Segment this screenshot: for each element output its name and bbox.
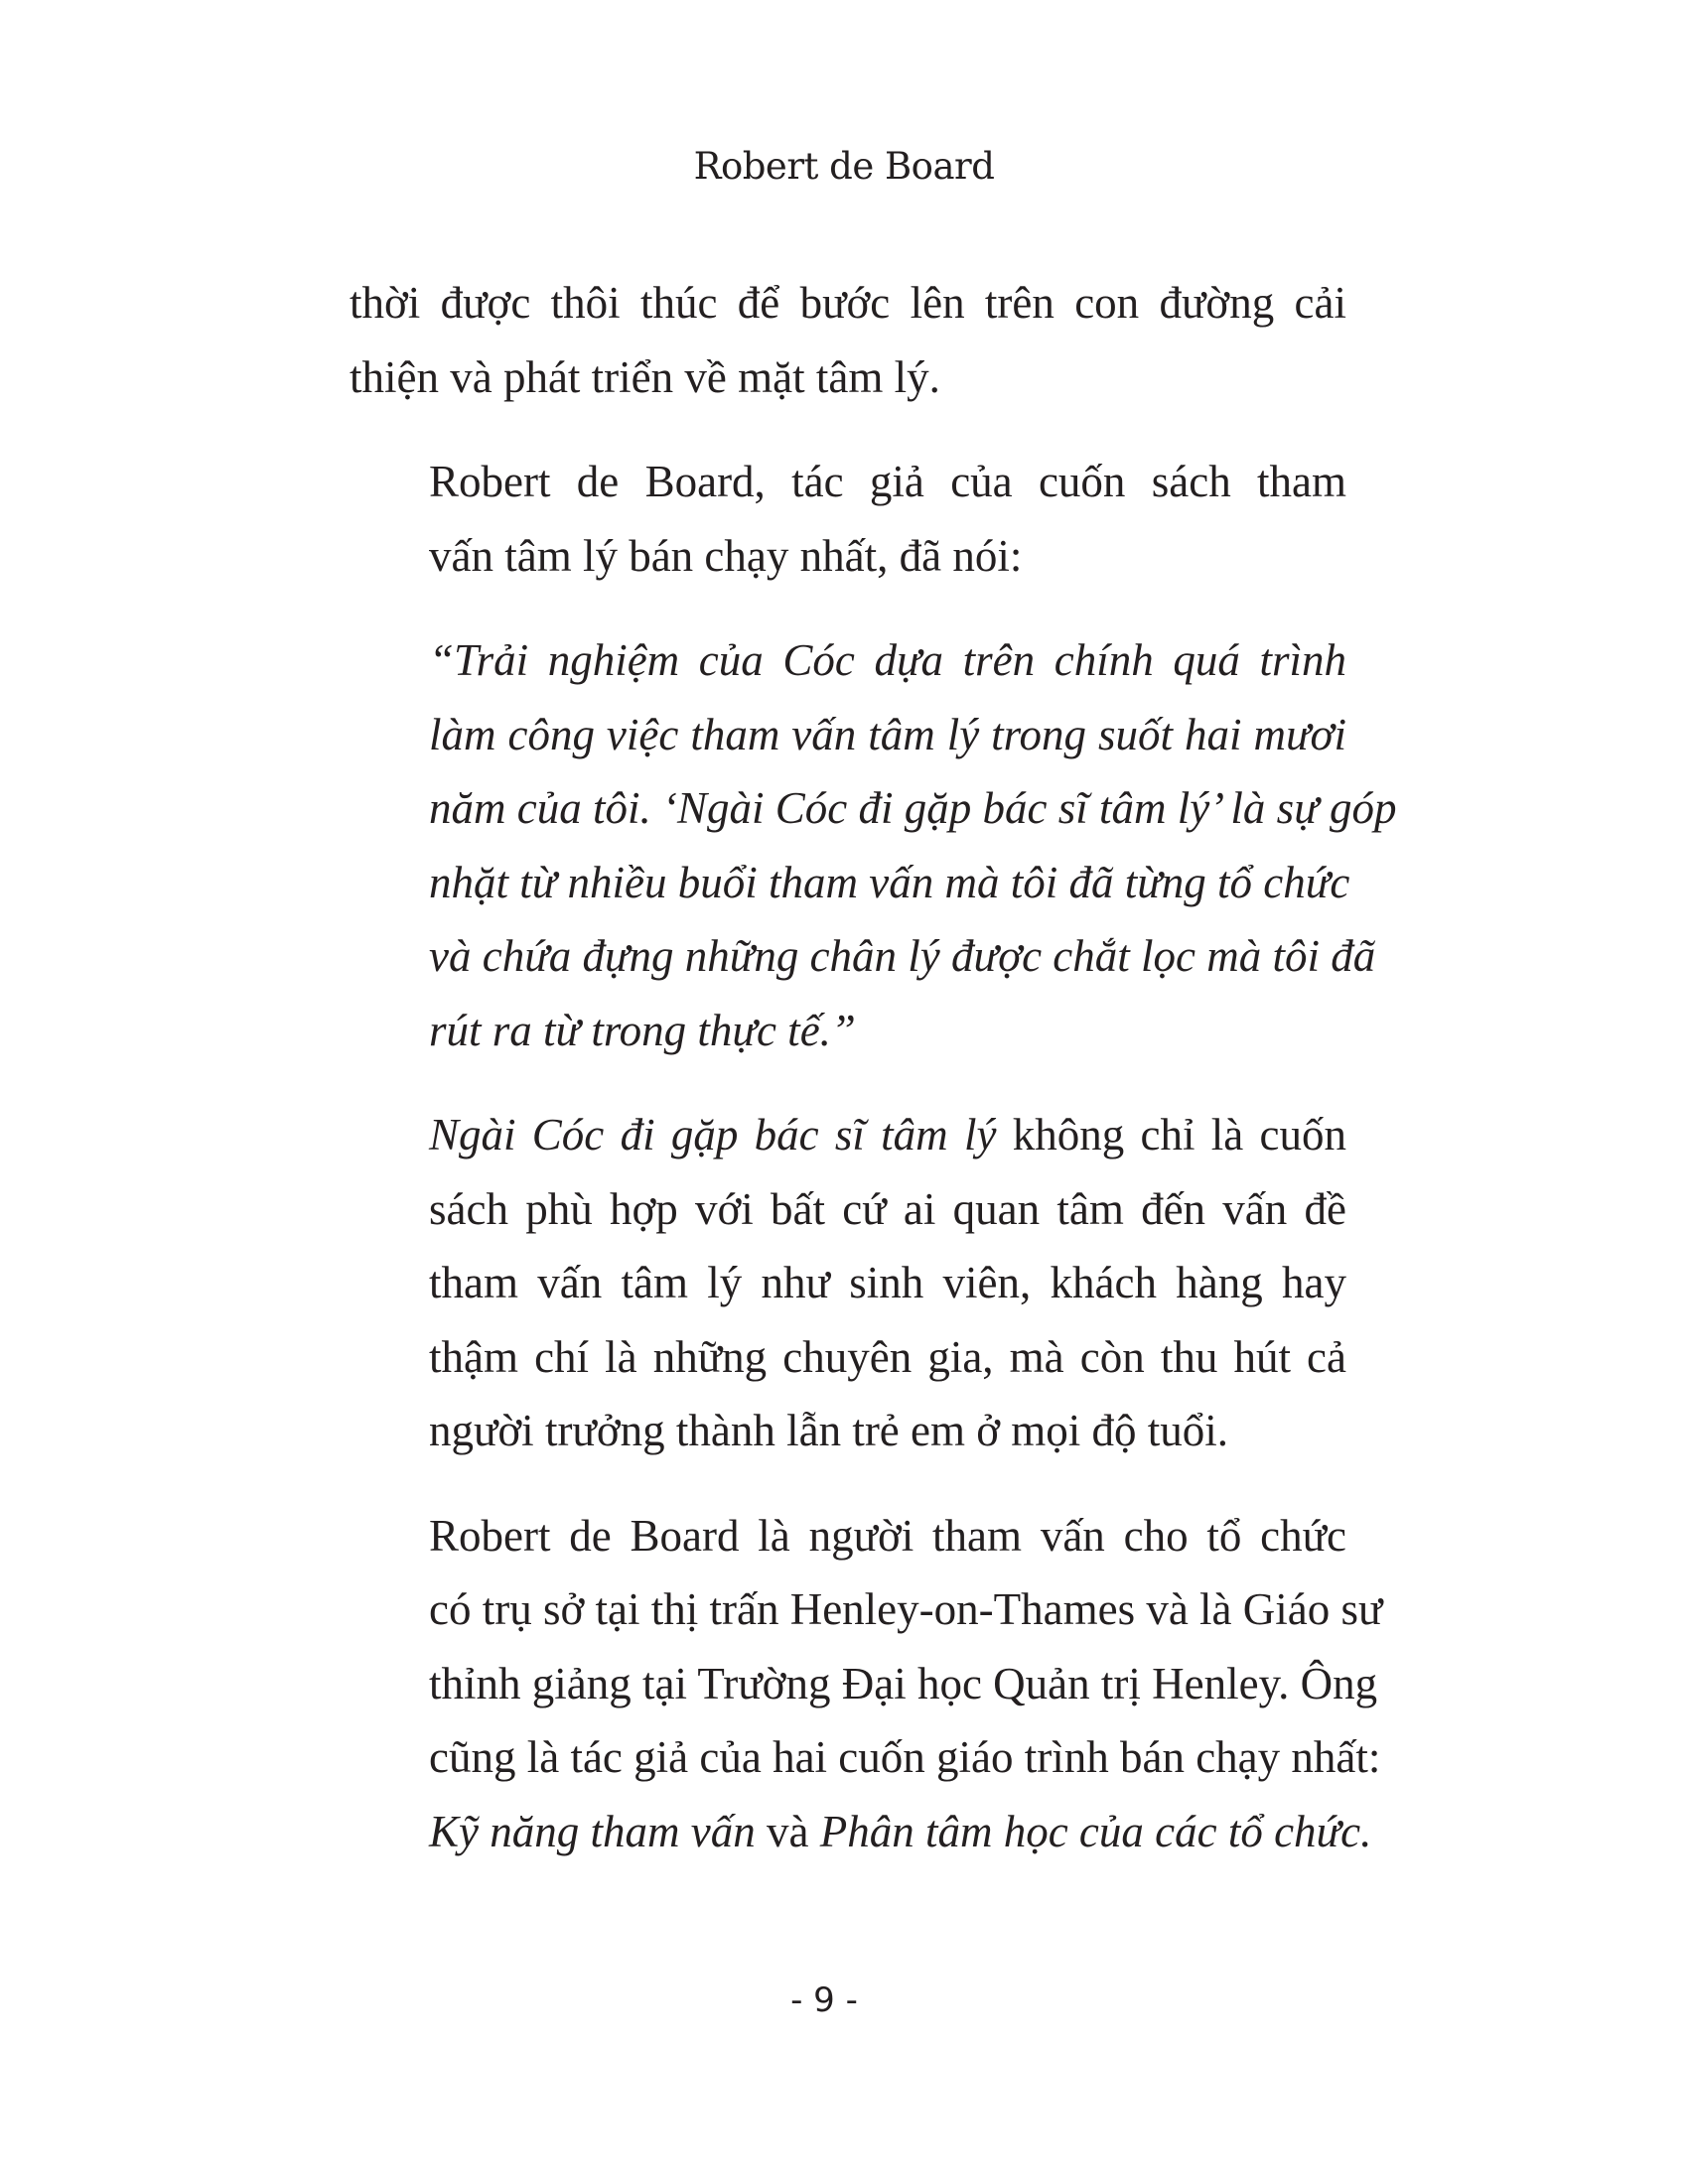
text-line bbox=[350, 1647, 1378, 1721]
text-run: thậm chí là những chuyên gia, mà còn thu hút cả bbox=[429, 1331, 1346, 1382]
text-line bbox=[350, 1320, 1346, 1395]
text-line bbox=[350, 445, 1346, 519]
italic-text-run: năm của tôi. ‘Ngài Cóc đi gặp bác sĩ tâm lý’ là sự góp bbox=[429, 783, 1397, 833]
text-line bbox=[350, 846, 1350, 920]
italic-text-run: và chứa đựng những chân lý được chắt lọc mà tôi đã bbox=[429, 931, 1376, 981]
text-run: có trụ sở tại thị trấn Henley-on-Thames và là Giáo sư bbox=[429, 1584, 1383, 1634]
text-line bbox=[350, 341, 1346, 415]
text-line bbox=[350, 1499, 1346, 1573]
italic-text-run: nhặt từ nhiều buổi tham vấn mà tôi đã từng tổ chức bbox=[429, 857, 1350, 907]
body-text bbox=[350, 266, 1397, 1899]
text-run: vấn tâm lý bán chạy nhất, đã nói: bbox=[429, 530, 1023, 581]
text-line bbox=[350, 1572, 1383, 1647]
text-run: cũng là tác giả của hai cuốn giáo trình bán chạy nhất: bbox=[429, 1732, 1381, 1782]
running-header: Robert de Board bbox=[693, 145, 995, 188]
text-run: người trưởng thành lẫn trẻ em ở mọi độ tuổi. bbox=[429, 1406, 1229, 1455]
text-run: thiện và phát triển về mặt tâm lý. bbox=[350, 351, 940, 402]
text-line bbox=[350, 519, 1346, 594]
paragraph bbox=[350, 1499, 1383, 1869]
text-line bbox=[350, 1172, 1346, 1247]
text-run: và bbox=[755, 1806, 820, 1856]
text-line bbox=[350, 698, 1346, 772]
text-run: tham vấn tâm lý như sinh viên, khách hàng hay bbox=[429, 1258, 1346, 1307]
italic-text-run: “Trải nghiệm của Cóc dựa trên chính quá trình bbox=[429, 635, 1346, 685]
paragraph bbox=[350, 1098, 1346, 1468]
italic-text-run: Kỹ năng tham vấn bbox=[429, 1806, 756, 1856]
text-line bbox=[350, 1795, 1372, 1869]
text-run: sách phù hợp với bất cứ ai quan tâm đến vấn đề bbox=[429, 1183, 1346, 1234]
text-line bbox=[350, 1394, 1346, 1468]
text-run: không chỉ là cuốn bbox=[996, 1110, 1346, 1160]
text-line bbox=[350, 1098, 1346, 1172]
text-line bbox=[350, 1246, 1346, 1320]
text-line bbox=[350, 771, 1397, 846]
text-line bbox=[350, 994, 1346, 1068]
text-run: Robert de Board, tác giả của cuốn sách tham bbox=[429, 457, 1346, 506]
text-run: thỉnh giảng tại Trường Đại học Quản trị Henley. Ông bbox=[429, 1658, 1378, 1708]
italic-text-run: Phân tâm học của các tổ chức. bbox=[819, 1806, 1372, 1856]
paragraph bbox=[350, 445, 1346, 593]
text-line bbox=[350, 1720, 1381, 1795]
text-line bbox=[350, 266, 1346, 341]
text-line bbox=[350, 623, 1346, 698]
paragraph bbox=[350, 266, 1346, 414]
page-number: - 9 - bbox=[790, 1980, 858, 2020]
italic-text-run: rút ra từ trong thực tế.” bbox=[429, 1005, 856, 1055]
paragraph bbox=[350, 623, 1397, 1067]
italic-text-run: làm công việc tham vấn tâm lý trong suốt hai mươi bbox=[429, 709, 1346, 759]
text-run: thời được thôi thúc để bước lên trên con đường cải bbox=[350, 278, 1346, 328]
text-run: Robert de Board là người tham vấn cho tổ chức bbox=[429, 1510, 1346, 1561]
italic-text-run: Ngài Cóc đi gặp bác sĩ tâm lý bbox=[429, 1110, 997, 1160]
text-line bbox=[350, 919, 1376, 994]
